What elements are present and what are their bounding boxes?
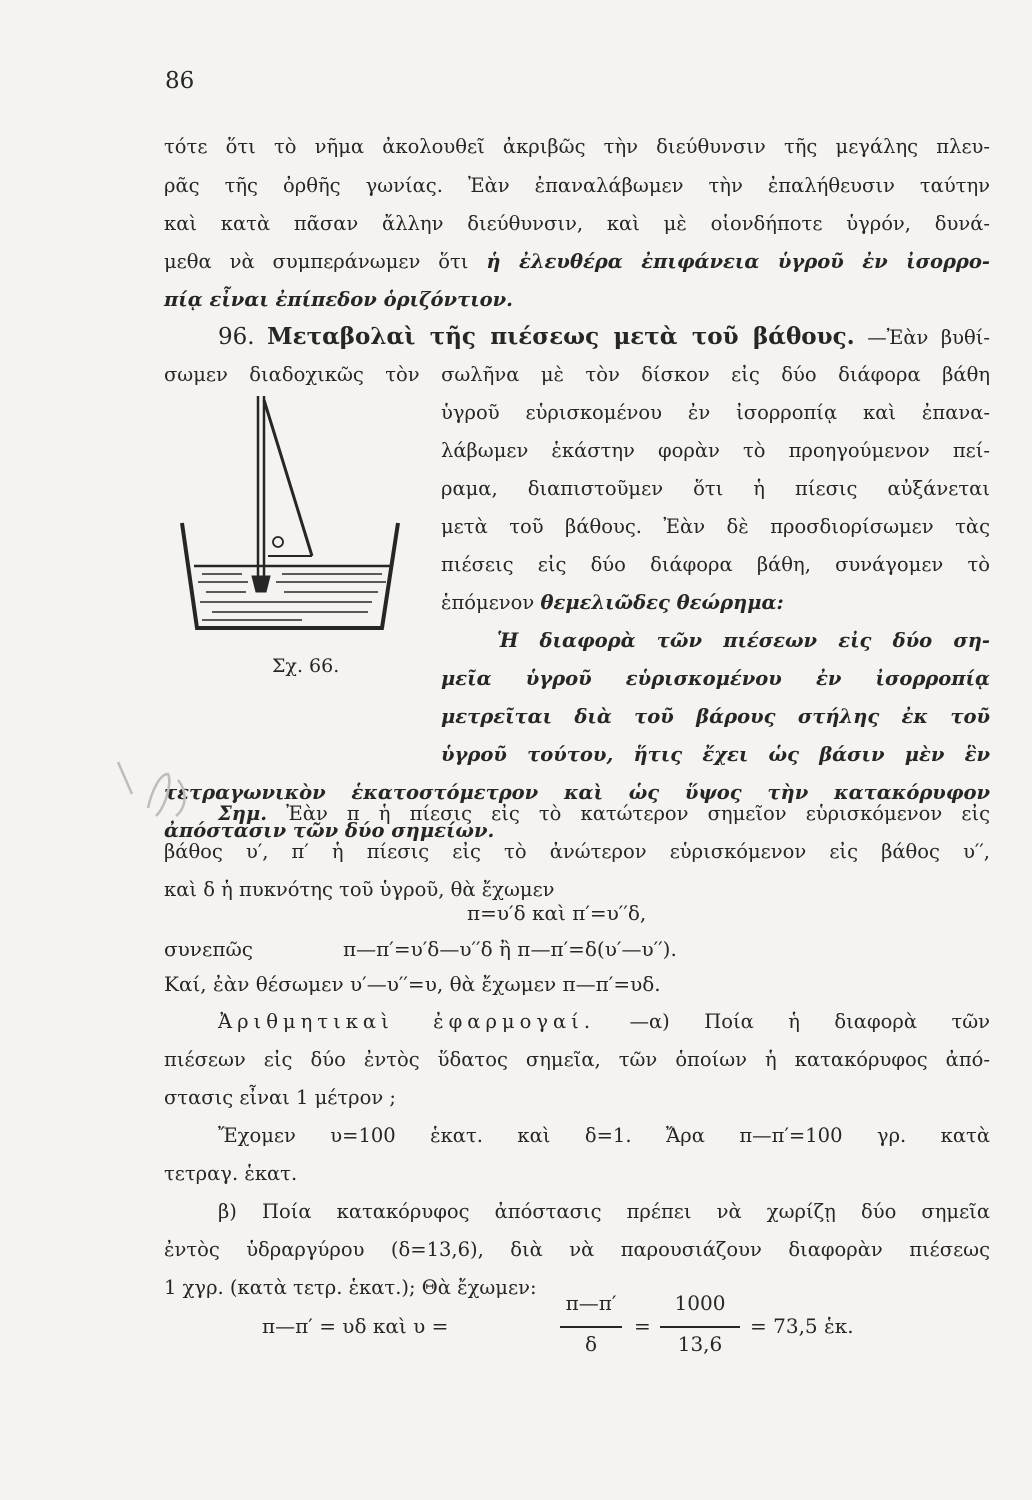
text-span: ἑπόμενον	[441, 591, 535, 614]
text-line: πιέσεων εἰς δύο ἐντὸς ὕδατος σημεῖα, τῶν ὁποίων ἡ κατακόρυφος ἀπό-	[164, 1048, 990, 1071]
text-span: Ἐὰν π ἡ πίεσις εἰς τὸ κατώτερον σημεῖον εὑρισκόμενον εἰς	[286, 802, 991, 825]
theorem-label: θεμελιῶδες θεώρημα:	[540, 591, 784, 614]
text-line	[164, 245, 990, 279]
section-title: Μεταβολαὶ τῆς πιέσεως μετὰ τοῦ βάθους.	[267, 323, 855, 350]
text-line: τετραγ. ἑκατ.	[164, 1162, 298, 1185]
figure-66	[172, 380, 426, 646]
note-label: Σημ.	[218, 802, 268, 825]
page-number: 86	[165, 68, 195, 94]
vessel-diagram	[172, 380, 426, 646]
theorem-line: ἀπόστασιν τῶν δύο σημείων.	[164, 819, 495, 842]
text-line: καὶ δ ἡ πυκνότης τοῦ ὑγροῦ, θὰ ἔχωμεν	[164, 878, 555, 901]
fraction-denominator: δ	[584, 1332, 598, 1356]
text-span: μεθα νὰ συμπεράνωμεν ὅτι	[164, 250, 469, 273]
equation-label: συνεπῶς	[164, 937, 253, 961]
text-line: μετὰ τοῦ βάθους. Ἐὰν δὲ προσδιορίσωμεν τὰς	[441, 515, 990, 538]
text-line: ραμα, διαπιστοῦμεν ὅτι ἡ πίεσις αὐξάνεται	[441, 477, 990, 500]
ring	[273, 537, 283, 547]
formula-result: = 73,5 ἑκ.	[750, 1314, 854, 1338]
fraction-bar	[660, 1326, 740, 1328]
subheading: Ἀριθμητικαὶ ἐφαρμογαί.	[218, 1010, 596, 1033]
fraction-denominator: 13,6	[677, 1332, 723, 1356]
theorem-line: ὑγροῦ τούτου, ἥτις ἔχει ὡς βάσιν μὲν ἓν	[441, 743, 990, 766]
text-line: ρᾶς τῆς ὀρθῆς γωνίας. Ἐὰν ἐπαναλάβωμεν τὴν ἐπαλήθευσιν ταύτην	[164, 174, 990, 197]
disk	[252, 576, 270, 592]
text-line: 1 χγρ. (κατὰ τετρ. ἑκατ.); Θὰ ἔχωμεν:	[164, 1276, 537, 1299]
water-lines	[194, 566, 390, 620]
pencil-annotation	[108, 750, 208, 830]
equation: Καί, ἐὰν θέσωμεν υ′—υ′′=υ, θὰ ἔχωμεν π—π′=υδ.	[164, 972, 661, 996]
text-line: τότε ὅτι τὸ νῆμα ἀκολουθεῖ ἀκριβῶς τὴν διεύθυνσιν τῆς μεγάλης πλευ-	[164, 135, 990, 158]
formula-lhs: π—π′ = υδ καὶ υ =	[262, 1314, 449, 1338]
text-span: —α) Ποία ἡ διαφορὰ τῶν	[629, 1010, 990, 1033]
text-span: —Ἐὰν βυθί-	[867, 326, 991, 349]
text-line	[441, 586, 990, 620]
theorem-line: μετρεῖται διὰ τοῦ βάρους στήλης ἐκ τοῦ	[441, 705, 990, 728]
theorem-line: τετραγωνικὸν ἑκατοστόμετρον καὶ ὡς ὕψος τὴν κατακόρυφον	[164, 781, 990, 804]
fraction-numerator: π—π′	[565, 1291, 617, 1315]
section-heading-line	[218, 320, 990, 354]
text-line: ἐντὸς ὑδραργύρου (δ=13,6), διὰ νὰ παρουσιάζουν διαφορὰν πιέσεως	[164, 1238, 990, 1261]
text-line: ὑγροῦ εὑρισκομένου ἐν ἰσορροπίᾳ καὶ ἐπανα-	[441, 401, 990, 424]
text-line	[218, 797, 990, 831]
section-number: 96.	[218, 324, 255, 350]
text-line: στασις εἶναι 1 μέτρον ;	[164, 1086, 396, 1109]
figure-caption: Σχ. 66.	[272, 655, 340, 677]
text-line	[218, 1005, 990, 1039]
text-line: λάβωμεν ἑκάστην φορὰν τὸ προηγούμενον πεί-	[441, 439, 990, 462]
fraction-bar	[560, 1326, 622, 1328]
equation: π=υ′δ καὶ π′=υ′′δ,	[467, 901, 647, 925]
equation: π—π′=υ′δ—υ′′δ ἢ π—π′=δ(υ′—υ′′).	[343, 937, 677, 961]
text-line: Ἔχομεν υ=100 ἑκατ. καὶ δ=1. Ἄρα π—π′=100 γρ. κατὰ	[218, 1124, 990, 1147]
text-line: πίᾳ εἶναι ἐπίπεδον ὁριζόντιον.	[164, 288, 513, 311]
text-line: βάθος υ′, π′ ἡ πίεσις εἰς τὸ ἀνώτερον εὑρισκόμενον εἰς βάθος υ′′,	[164, 840, 990, 863]
theorem-emphasis: ἡ ἐλευθέρα ἐπιφάνεια ὑγροῦ ἐν ἰσορρο-	[486, 250, 990, 273]
formula-equals: =	[634, 1314, 651, 1338]
theorem-line: μεῖα ὑγροῦ εὑρισκομένου ἐν ἰσορροπίᾳ	[441, 667, 990, 690]
fraction-numerator: 1000	[674, 1291, 726, 1315]
text-line: σωμεν διαδοχικῶς τὸν σωλῆνα μὲ τὸν δίσκον εἰς δύο διάφορα βάθη	[164, 363, 990, 386]
theorem-line: Ἡ διαφορὰ τῶν πιέσεων εἰς δύο ση-	[497, 629, 990, 652]
text-line: β) Ποία κατακόρυφος ἀπόστασις πρέπει νὰ χωρίζῃ δύο σημεῖα	[218, 1200, 990, 1223]
text-line: πιέσεις εἰς δύο διάφορα βάθη, συνάγομεν τὸ	[441, 553, 990, 576]
thread-support	[264, 400, 312, 556]
text-line: καὶ κατὰ πᾶσαν ἄλλην διεύθυνσιν, καὶ μὲ οἱονδήποτε ὑγρόν, δυνά-	[164, 212, 990, 235]
